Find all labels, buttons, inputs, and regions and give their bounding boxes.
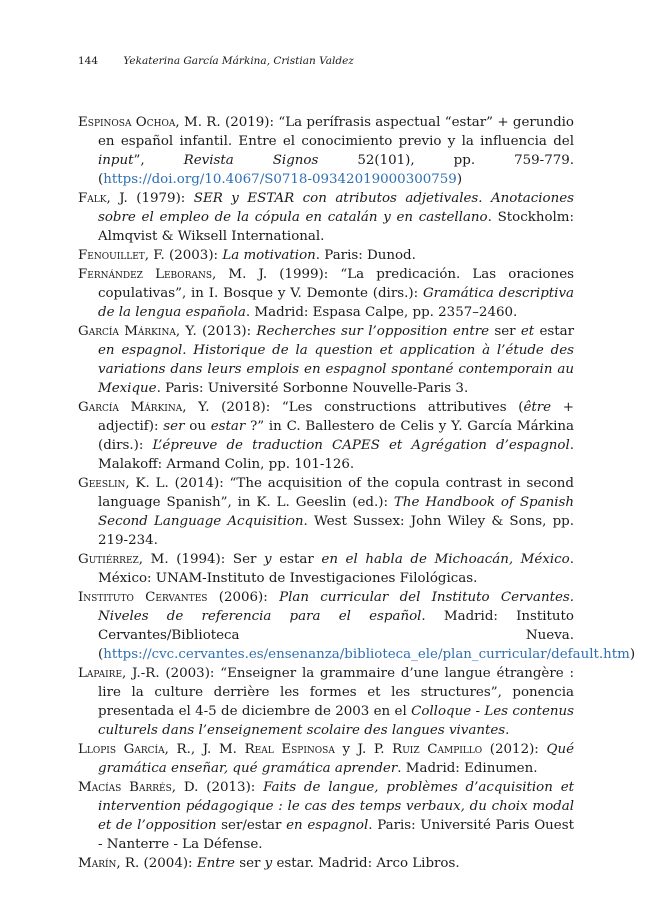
reference-text: . Paris: Université Paris Ouest - Nanterre - La Défense. <box>98 818 574 852</box>
reference-text: , R. (2004): <box>116 856 197 871</box>
reference-text: , M. J. (1999): “La predicación. Las oraciones copulativas”, in I. Bosque y V. Demonte (dirs.): <box>98 267 575 301</box>
reference-text: . Stockholm: Almqvist & Wiksell International. <box>98 210 574 244</box>
reference-title: Plan curricular del Instituto Cervantes. Niveles de referencia para el español <box>98 590 575 624</box>
reference-text: ?” in C. Ballestero de Celis y Y. García Márkina (dirs.): <box>98 419 574 453</box>
reference-text: 52(101), pp. 759-779. ( <box>98 153 575 187</box>
reference-author: Espinosa Ochoa <box>78 115 176 130</box>
reference-text: , M. (1994): Ser <box>138 552 265 567</box>
reference-text: + adjectif): <box>98 400 574 434</box>
reference-title: et <box>515 324 540 339</box>
reference-text: , J. (1979): <box>106 191 194 206</box>
reference-entry <box>78 322 574 398</box>
reference-text: ) <box>456 172 463 187</box>
reference-author: Gutiérrez <box>78 552 139 567</box>
reference-text: . West Sussex: John Wiley & Sons, pp. 219-234. <box>98 514 574 548</box>
reference-title: L’épreuve de traduction CAPES et Agrégation d’espagnol <box>152 438 570 453</box>
reference-title: Colloque - Les contenus culturels dans l’enseignement scolaire des langues vivantes <box>98 704 574 738</box>
reference-entry <box>78 664 574 740</box>
reference-title: The Handbook of Spanish Second Language Acquisition <box>98 495 574 529</box>
reference-text: , R., J. M. <box>164 742 245 757</box>
reference-text: , J.-R. (2003): “Enseigner la grammaire d’une langue étrangère : lire la culture derrière les formes et les structures”, ponencia presentada el 4-5 de diciembre de 2003 en el <box>98 666 574 719</box>
reference-entry <box>78 265 574 322</box>
reference-text: ser <box>494 324 516 339</box>
reference-entry <box>78 189 574 246</box>
reference-text: ) <box>629 647 636 662</box>
reference-author: Real Espinosa <box>244 742 335 757</box>
reference-author: García Márkina <box>78 324 176 339</box>
reference-title: La motivation <box>222 248 316 263</box>
reference-text: . México: UNAM-Instituto de Investigaciones Filológicas. <box>98 552 574 586</box>
reference-text: (2012): <box>482 742 547 757</box>
reference-entry <box>78 588 636 664</box>
reference-text: ou <box>184 419 211 434</box>
running-head-authors: Yekaterina García Márkina, Cristian Valdez <box>123 55 354 67</box>
reference-text: ser/estar <box>221 818 282 833</box>
reference-entry <box>78 740 574 778</box>
reference-text: . <box>505 723 510 738</box>
reference-title: y <box>264 856 273 871</box>
reference-link[interactable]: https://cvc.cervantes.es/ensenanza/biblioteca_ele/plan_curricular/default.htm <box>103 647 630 662</box>
reference-text: estar <box>539 324 574 339</box>
reference-text: ser <box>234 856 265 871</box>
reference-author: Falk <box>78 191 107 206</box>
reference-author: Instituto Cervantes <box>78 590 208 605</box>
reference-text: , Y. (2018): “Les constructions attributives ( <box>182 400 524 415</box>
reference-text: estar. Madrid: Arco Libros. <box>272 856 460 871</box>
reference-text: . Madrid: Espasa Calpe, pp. 2357–2460. <box>245 305 518 320</box>
reference-title: Revista Signos <box>183 153 319 168</box>
reference-entry <box>78 474 574 550</box>
reference-title: en espagnol <box>281 818 369 833</box>
reference-title: y <box>264 552 272 567</box>
reference-text: , M. R. (2019): “La perífrasis aspectual “estar” + gerundio en español infantil. Entre el conocimiento previo y la influencia del <box>98 115 574 149</box>
reference-author: García Márkina <box>78 400 183 415</box>
reference-title: input <box>98 153 134 168</box>
reference-list <box>78 113 636 873</box>
reference-text: estar <box>271 552 322 567</box>
reference-title: en el habla de Michoacán, México <box>321 552 570 567</box>
reference-title: Faits de langue, problèmes d’acquisition et intervention pédagogique : le cas des temps verbaux, du choix modal et de l’opposition <box>98 780 574 833</box>
reference-author: Ruiz Campillo <box>392 742 483 757</box>
reference-entry <box>78 854 574 873</box>
reference-title: Qué gramática enseñar, qué gramática aprender <box>98 742 574 776</box>
reference-title: Recherches sur l’opposition entre <box>256 324 495 339</box>
page-number: 144 <box>78 55 99 67</box>
reference-title: Gramática descriptiva de la lengua española <box>98 286 574 320</box>
reference-text: y J. P. <box>334 742 393 757</box>
reference-title: estar <box>210 419 246 434</box>
reference-title: Entre <box>196 856 235 871</box>
reference-text: , F. (2003): <box>144 248 223 263</box>
reference-title: SER y ESTAR con atributos adjetivales. Anotaciones sobre el empleo de la cópula en catalán y en castellano <box>98 191 574 225</box>
reference-text: . Paris: Université Sorbonne Nouvelle-Paris 3. <box>156 381 469 396</box>
reference-text: . Madrid: Instituto Cervantes/Biblioteca Nueva. ( <box>98 609 574 662</box>
reference-text: (2006): <box>207 590 280 605</box>
reference-text: . Paris: Dunod. <box>315 248 416 263</box>
reference-author: Fernández Leborans <box>78 267 213 282</box>
reference-text: . Madrid: Edinumen. <box>397 761 538 776</box>
reference-entry <box>78 113 574 189</box>
reference-author: Fenouillet <box>78 248 145 263</box>
reference-entry <box>78 550 574 588</box>
reference-author: Macías Barrés <box>78 780 172 795</box>
reference-author: Geeslin <box>78 476 126 491</box>
reference-title: ser <box>163 419 185 434</box>
reference-author: Lapaire <box>78 666 123 681</box>
running-head <box>78 55 354 67</box>
reference-title: être <box>523 400 552 415</box>
reference-text: , Y. (2013): <box>175 324 257 339</box>
reference-author: Llopis García <box>78 742 165 757</box>
reference-text: ”, <box>133 153 184 168</box>
reference-link[interactable]: https://doi.org/10.4067/S0718-09342019000300759 <box>103 172 457 187</box>
reference-entry <box>78 398 574 474</box>
reference-entry <box>78 778 574 854</box>
reference-text: , D. (2013): <box>171 780 264 795</box>
reference-entry <box>78 246 574 265</box>
reference-title: en espagnol. Historique de la question et application à l’étude des variations dans leurs emplois en espagnol spontané contemporain au Mexique <box>98 343 574 396</box>
reference-author: Marín <box>78 856 117 871</box>
reference-text: , K. L. (2014): “The acquisition of the copula contrast in second language Spanish”, in K. L. Geeslin (ed.): <box>98 476 574 510</box>
reference-text: . Malakoff: Armand Colin, pp. 101-126. <box>98 438 574 472</box>
